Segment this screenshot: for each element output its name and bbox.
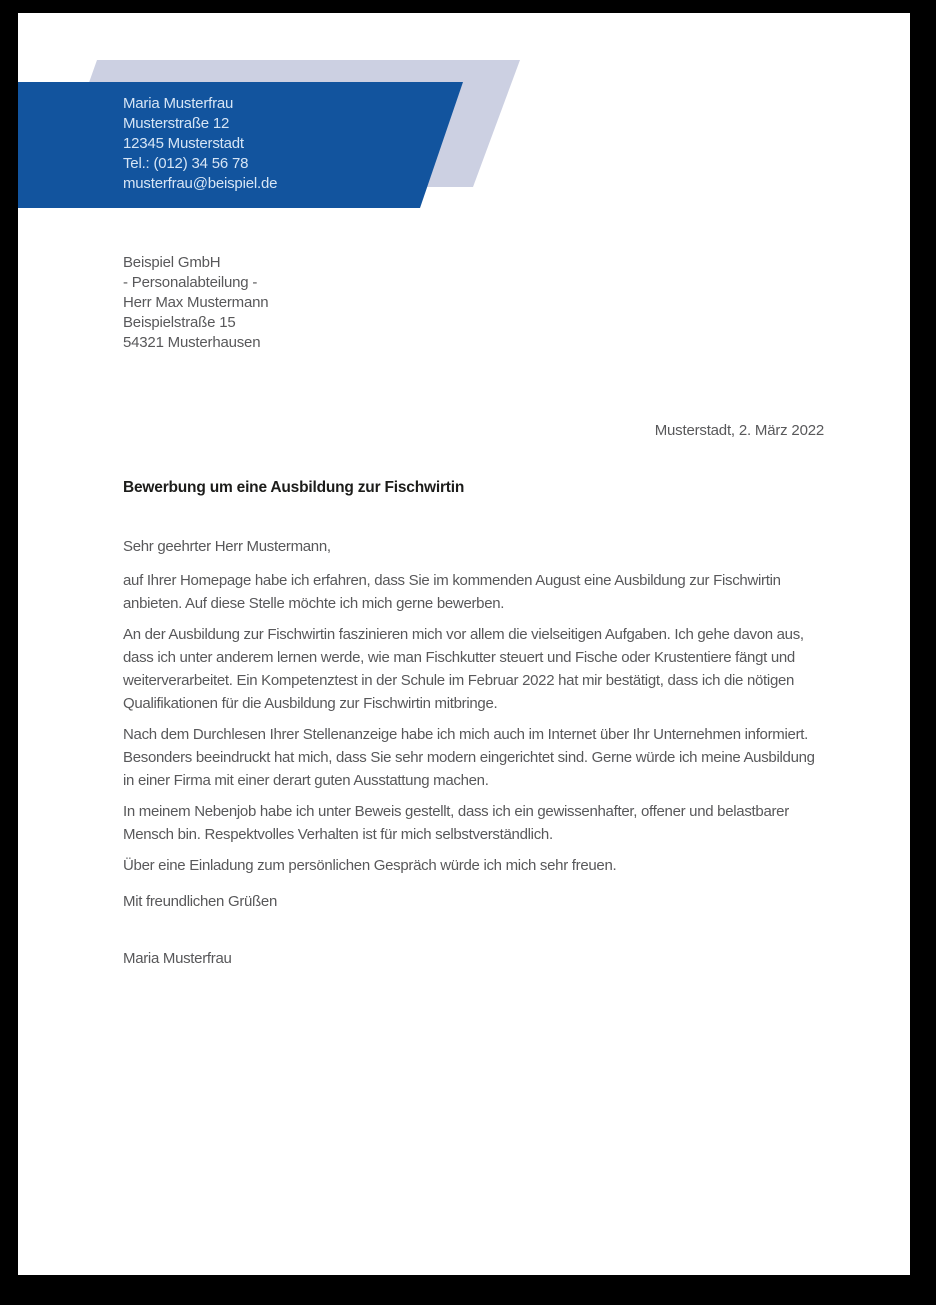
sender-city: 12345 Musterstadt bbox=[123, 135, 244, 152]
sender-street: Musterstraße 12 bbox=[123, 115, 230, 132]
closing-phrase: Mit freundlichen Grüßen bbox=[123, 893, 278, 910]
sender-name: Maria Musterfrau bbox=[123, 95, 234, 112]
letter-body bbox=[123, 535, 828, 978]
date-line: Musterstadt, 2. März 2022 bbox=[654, 422, 824, 439]
body-paragraph: Nach dem Durchlesen Ihrer Stellenanzeige habe ich mich auch im Internet über Ihr Unternehmen informiert. Besonders beeindruckt hat mich, dass Sie sehr modern eingerichtet sind. Gerne würde ich meine Ausbildung in einer Firma mit einer derart guten Ausstattung machen. bbox=[123, 726, 815, 789]
sender-address-block bbox=[123, 94, 277, 194]
salutation: Sehr geehrter Herr Mustermann, bbox=[123, 538, 331, 555]
letter-page bbox=[18, 13, 910, 1275]
recipient-company: Beispiel GmbH bbox=[123, 254, 221, 271]
recipient-address-block bbox=[123, 253, 268, 353]
subject-line: Bewerbung um eine Ausbildung zur Fischwirtin bbox=[123, 479, 465, 496]
sender-email: musterfrau@beispiel.de bbox=[123, 175, 278, 192]
signature-name: Maria Musterfrau bbox=[123, 950, 232, 967]
recipient-department: - Personalabteilung - bbox=[123, 274, 258, 291]
body-paragraph: Über eine Einladung zum persönlichen Gespräch würde ich mich sehr freuen. bbox=[123, 857, 617, 874]
sender-phone: Tel.: (012) 34 56 78 bbox=[123, 155, 249, 172]
recipient-street: Beispielstraße 15 bbox=[123, 314, 236, 331]
recipient-contact: Herr Max Mustermann bbox=[123, 294, 269, 311]
body-paragraph: In meinem Nebenjob habe ich unter Beweis gestellt, dass ich ein gewissenhafter, offener und belastbarer Mensch bin. Respektvolles Verhalten ist für mich selbstverständlich. bbox=[123, 803, 789, 843]
recipient-city: 54321 Musterhausen bbox=[123, 334, 261, 351]
body-paragraph: auf Ihrer Homepage habe ich erfahren, dass Sie im kommenden August eine Ausbildung zur Fischwirtin anbieten. Auf diese Stelle möchte ich mich gerne bewerben. bbox=[123, 572, 781, 612]
body-paragraph: An der Ausbildung zur Fischwirtin faszinieren mich vor allem die vielseitigen Aufgaben. Ich gehe davon aus, dass ich unter anderem lernen werde, wie man Fischkutter steuert und Fische oder Krustentiere fängt und weiterverarbeitet. Ein Kompetenztest in der Schule im Februar 2022 hat mir bestätigt, dass ich die nötigen Qualifikationen für die Ausbildung zur Fischwirtin mitbringe. bbox=[123, 626, 804, 712]
